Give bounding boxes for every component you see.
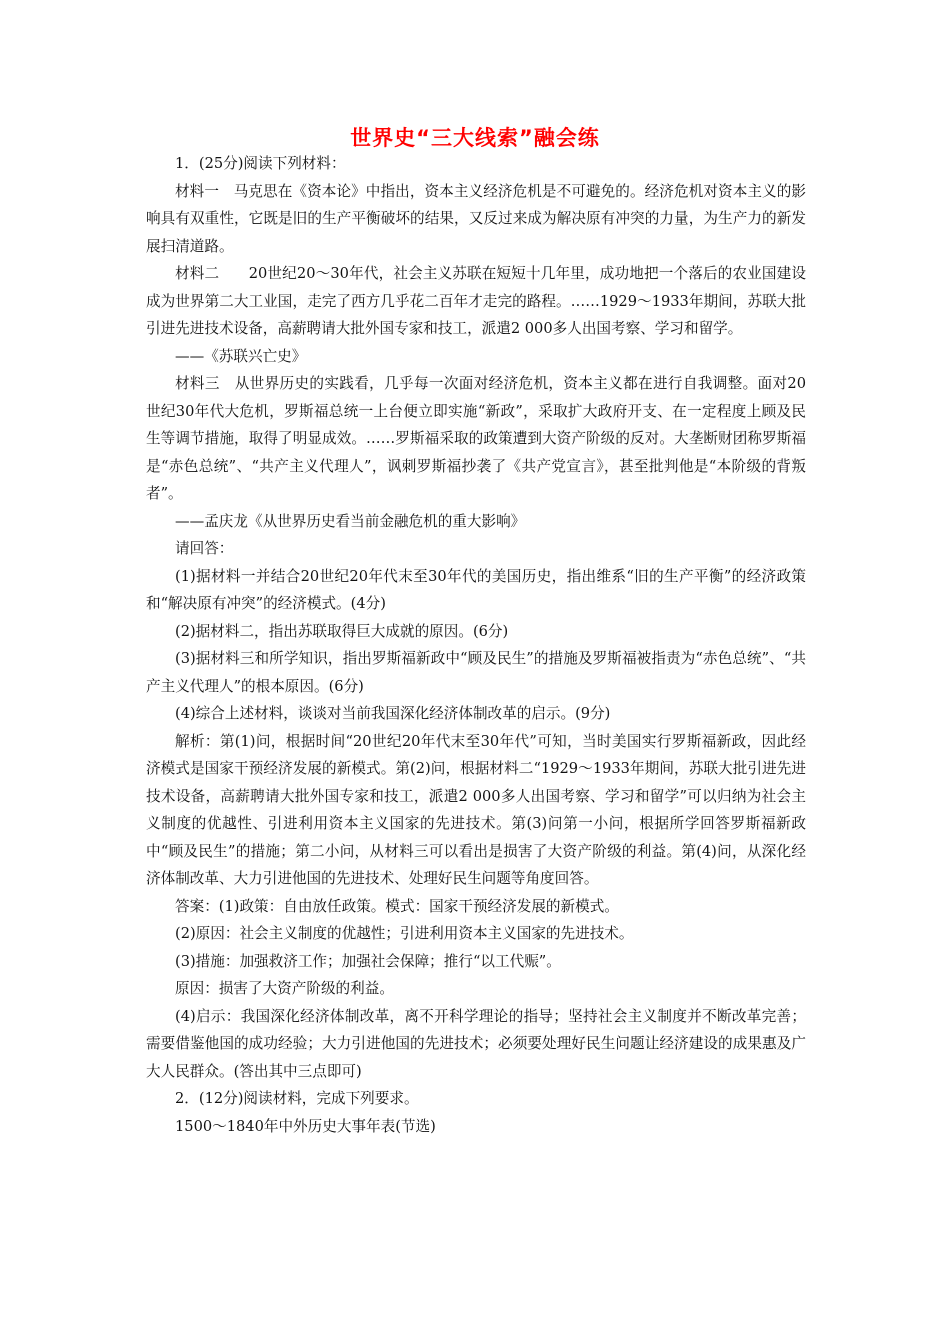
material-two-source: ——《苏联兴亡史》 bbox=[175, 347, 307, 365]
material-three-source: ——孟庆龙《从世界历史看当前金融危机的重大影响》 bbox=[175, 512, 526, 530]
analysis: 解析：第(1)问，根据时间“20世纪20年代末至30年代”可知，当时美国实行罗斯福新政，因此经济模式是国家干预经济发展的新模式。第(2)问，根据材料二“1929～1933年期间，苏联大批引进先进技术设备，高薪聘请大批外国专家和技工，派遣2 000多人出国考察、学习和留学”可以归纳为社会主义制度的优越性、引进利用资本主义国家的先进技术。第(3)问第一小问，根据所学回答罗斯福新政中“顾及民生”的措施；第二小问，从材料三可以看出是损害了大资产阶级的利益。第(4)问，从深化经济体制改革、大力引进他国的先进技术、处理好民生问题等角度回答。 bbox=[146, 732, 806, 887]
material-three: 材料三 从世界历史的实践看，几乎每一次面对经济危机，资本主义都在进行自我调整。面对20世纪30年代大危机，罗斯福总统一上台便立即实施“新政”，采取扩大政府开支、在一定程度上顾及民生等调节措施，取得了明显成效。……罗斯福采取的政策遭到大资产阶级的反对。大垄断财团称罗斯福是“赤色总统”、“共产主义代理人”，讽刺罗斯福抄袭了《共产党宣言》，甚至批判他是“本阶级的背叛者”。 bbox=[146, 375, 806, 502]
document-title: 世界史“三大线索”融会练 bbox=[350, 126, 600, 150]
chronology-caption: 1500～1840年中外历史大事年表(节选) bbox=[175, 1117, 436, 1135]
answer-3-reason: 原因：损害了大资产阶级的利益。 bbox=[175, 980, 394, 997]
answer-1: 答案：(1)政策：自由放任政策。模式：国家干预经济发展的新模式。 bbox=[175, 897, 619, 915]
sub-question-4: (4)综合上述材料，谈谈对当前我国深化经济体制改革的启示。(9分) bbox=[175, 705, 611, 722]
answer-4: (4)启示：我国深化经济体制改革，离不开科学理论的指导；坚持社会主义制度并不断改革完善；需要借鉴他国的成功经验；大力引进他国的先进技术；必须要处理好民生问题让经济建设的成果惠及广大人民群众。(答出其中三点即可) bbox=[146, 1007, 806, 1080]
sub-question-2: (2)据材料二，指出苏联取得巨大成就的原因。(6分) bbox=[175, 622, 509, 640]
sub-question-3: (3)据材料三和所学知识，指出罗斯福新政中“顾及民生”的措施及罗斯福被指责为“赤色总统”、“共产主义代理人”的根本原因。(6分) bbox=[146, 650, 806, 695]
question-1-heading: 1．(25分)阅读下列材料： bbox=[175, 155, 346, 172]
question-2-heading: 2．(12分)阅读材料，完成下列要求。 bbox=[175, 1090, 419, 1107]
material-one: 材料一 马克思在《资本论》中指出，资本主义经济危机是不可避免的。经济危机对资本主义的影响具有双重性，它既是旧的生产平衡破坏的结果，又反过来成为解决原有冲突的力量，为生产力的新发展扫清道路。 bbox=[146, 182, 806, 255]
answer-3-measures: (3)措施：加强救济工作；加强社会保障；推行“以工代赈”。 bbox=[175, 952, 561, 970]
sub-question-1: (1)据材料一并结合20世纪20年代末至30年代的美国历史，指出维系“旧的生产平衡”的经济政策和“解决原有冲突”的经济模式。(4分) bbox=[146, 567, 806, 612]
material-two: 材料二 20世纪20～30年代，社会主义苏联在短短十几年里，成功地把一个落后的农业国建设成为世界第二大工业国，走完了西方几乎花二百年才走完的路程。……1929～1933年期间，苏联大批引进先进技术设备，高薪聘请大批外国专家和技工，派遣2 000多人出国考察、学习和留学。 bbox=[146, 265, 806, 337]
answer-2: (2)原因：社会主义制度的优越性；引进利用资本主义国家的先进技术。 bbox=[175, 925, 634, 942]
document-body bbox=[146, 150, 806, 1140]
answer-prompt: 请回答： bbox=[175, 540, 234, 557]
